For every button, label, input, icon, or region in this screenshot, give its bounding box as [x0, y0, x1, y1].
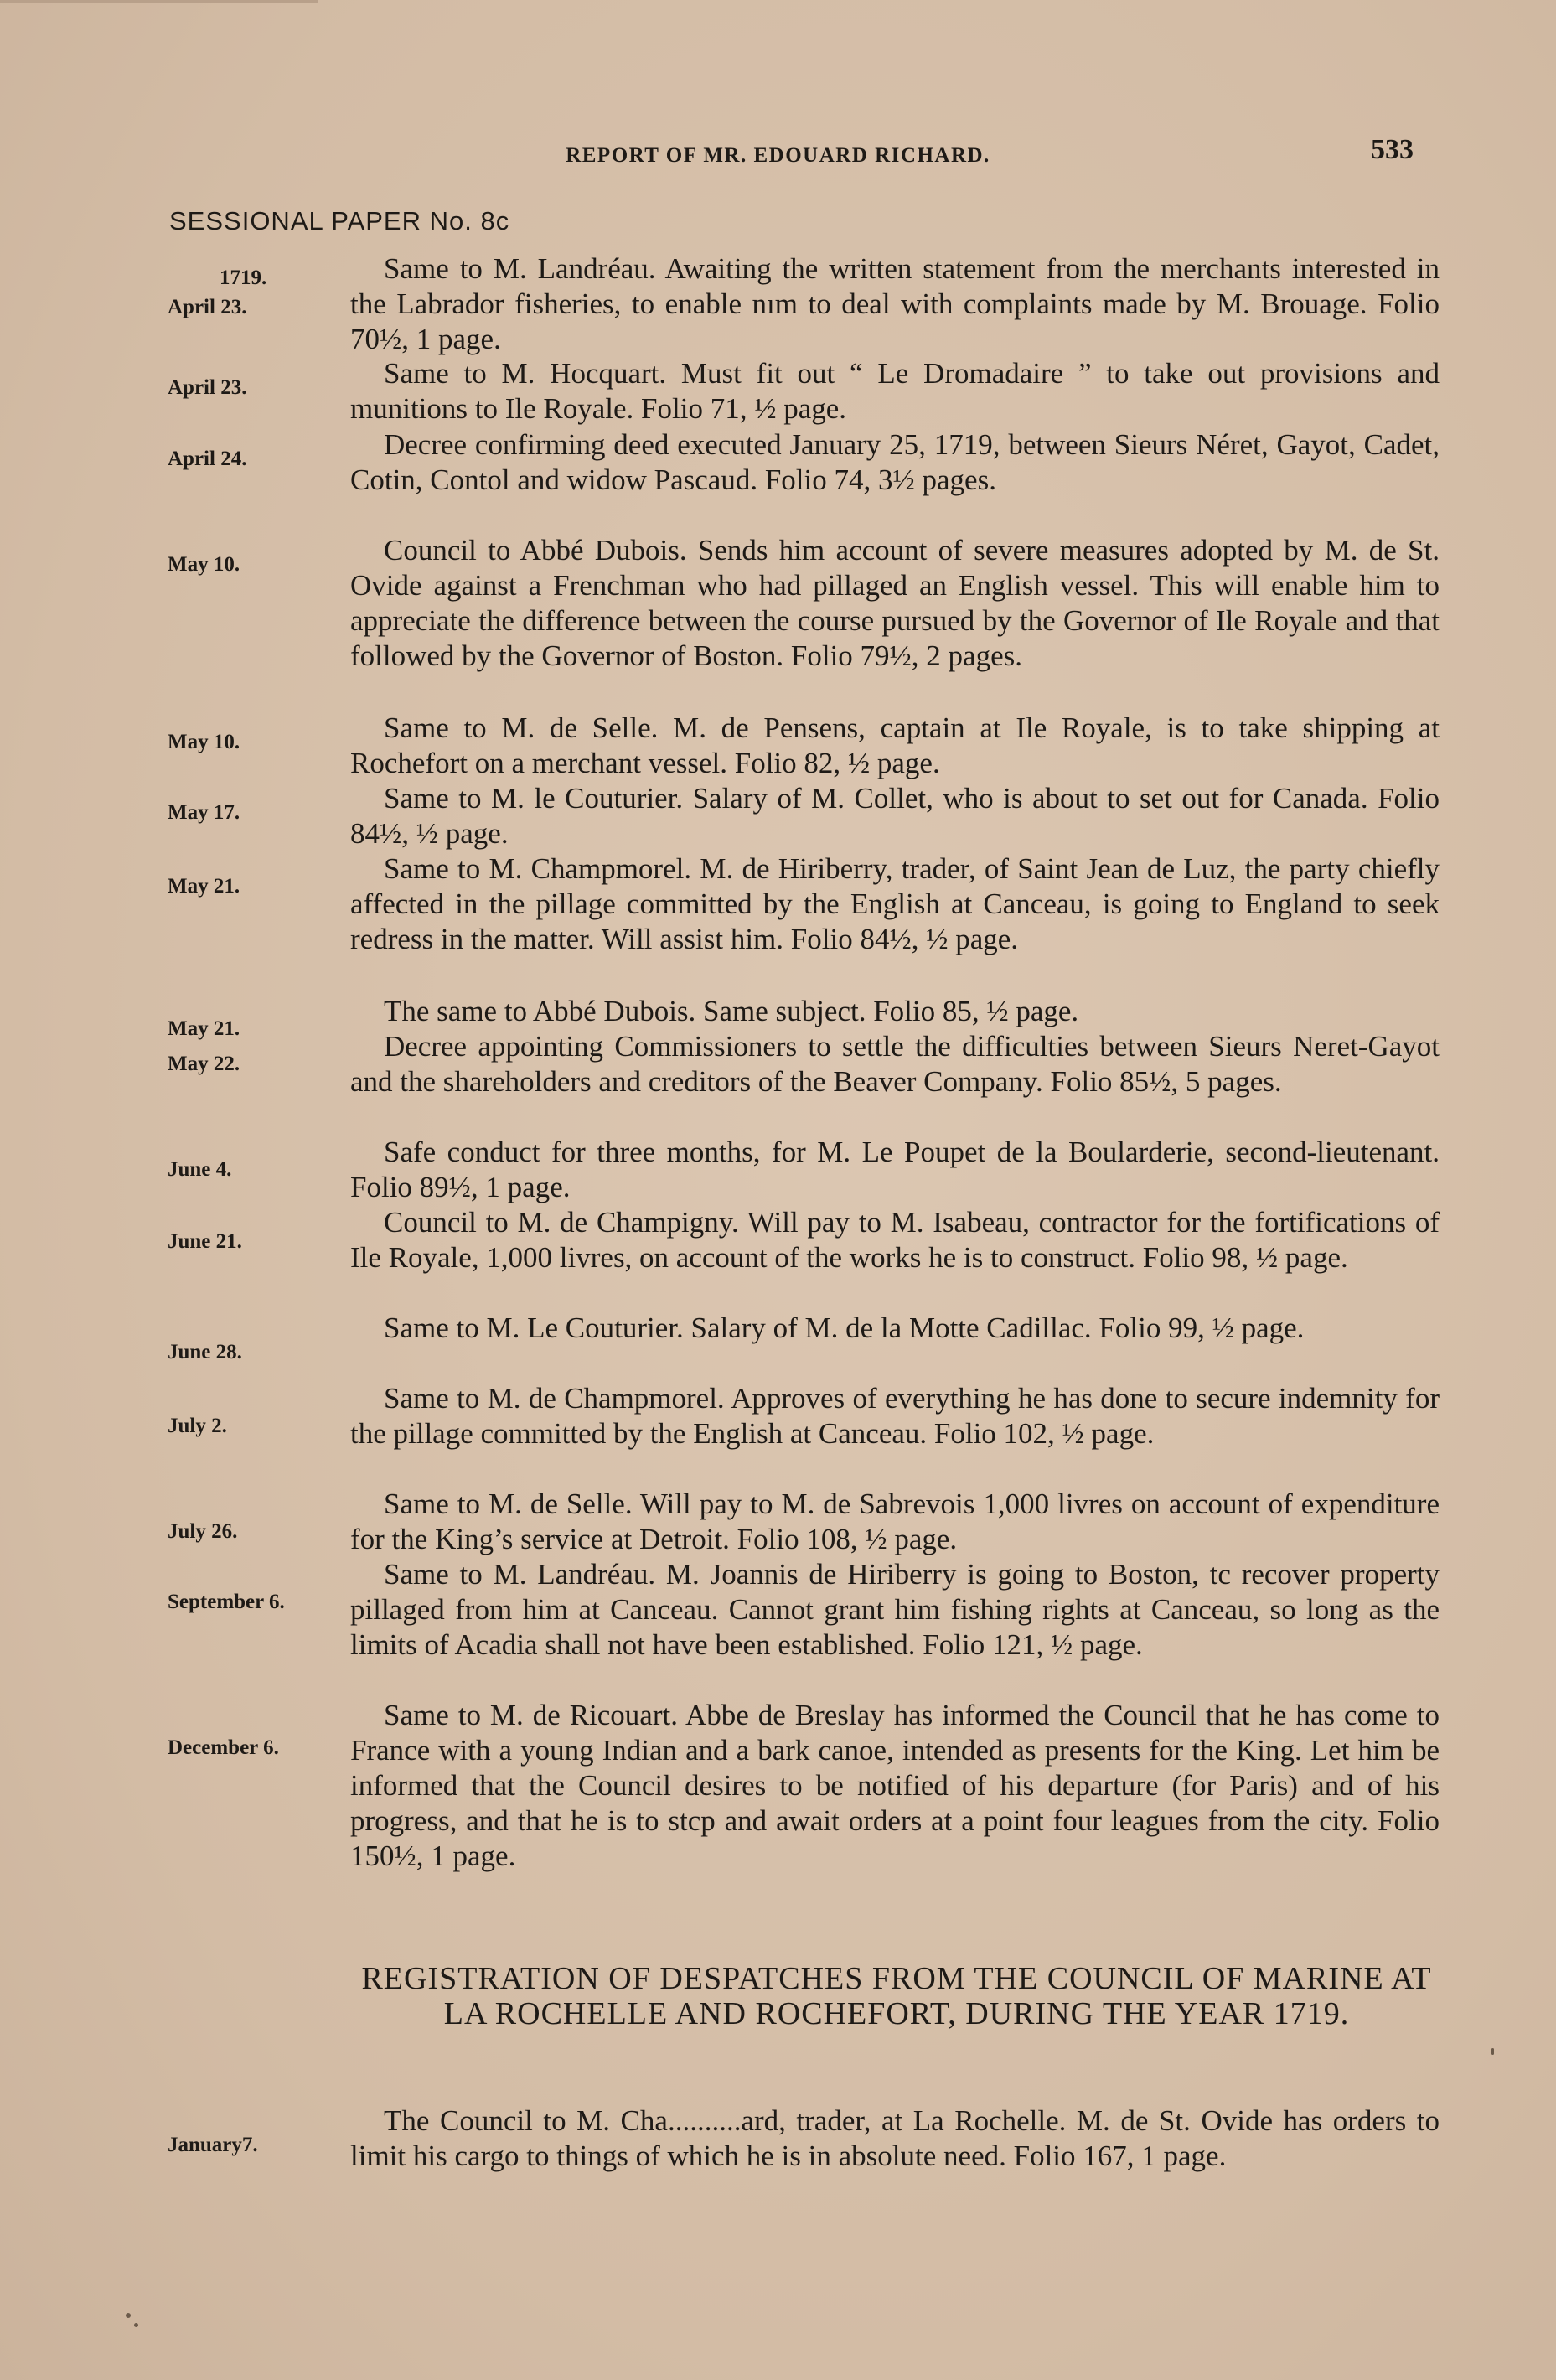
entry-date: May 21. [168, 1017, 240, 1040]
entry-date: June 4. [168, 1158, 232, 1181]
sessional-paper-label: SESSIONAL PAPER No. 8c [169, 206, 510, 235]
entry-text: The Council to M. Cha..........ard, trader, at La Rochelle. M. de St. Ovide has orders to limit his cargo to things of which he is in absolute need. Folio 167, 1 page. [350, 2104, 1440, 2172]
entry-date-label: April 23. [168, 296, 247, 318]
entry-text: Same to M. de Selle. Will pay to M. de Sabrevois 1,000 livres on account of expenditure for the King’s service at Detroit. Folio 108, ½ page. [350, 1488, 1440, 1555]
entry-text: Same to M. de Ricouart. Abbe de Breslay has informed the Council that he has come to France with a young Indian and a bark canoe, intended as presents for the King. Let him be informed that the Council desires to be notified of his departure (for Paris) and of his progress, and that he is to stcp and await orders at a point four leagues from the city. Folio 150½, 1 page. [350, 1699, 1440, 1872]
entry-year: 1719. [220, 266, 267, 289]
entry-text: Decree confirming deed executed January 25, 1719, between Sieurs Néret, Gayot, Cadet, Cotin, Contol and widow Pascaud. Folio 74, 3½ pages. [350, 428, 1440, 496]
entry-text: Same to M. Champmorel. M. de Hiriberry, trader, of Saint Jean de Luz, the party chiefly affected in the pillage committed by the English at Canceau, is going to England to seek redress in the matter. Will assist him. Folio 84½, ½ page. [350, 852, 1440, 955]
entry-text: Decree appointing Commissioners to settle the difficulties between Sieurs Neret-Gayot and the shareholders and creditors of the Beaver Company. Folio 85½, 5 pages. [350, 1030, 1440, 1098]
entry-date: May 10. [168, 731, 240, 753]
entry-date: July 2. [168, 1415, 227, 1437]
entry-text: Same to M. Landréau. M. Joannis de Hiriberry is going to Boston, tc recover property pillaged from him at Canceau. Cannot grant him fishing rights at Canceau, so long as the limits of Acadia shall not have been established. Folio 121, ½ page. [350, 1558, 1440, 1661]
entry-date: June 28. [168, 1341, 242, 1363]
entry-text: Safe conduct for three months, for M. Le Poupet de la Boularderie, second-lieutenant. Folio 89½, 1 page. [350, 1136, 1440, 1203]
entry-date: May 17. [168, 801, 240, 824]
entry-text: Same to M. de Champmorel. Approves of everything he has done to secure indemnity for the pillage committed by the English at Canceau. Folio 102, ½ page. [350, 1382, 1440, 1450]
entry-text: Council to M. de Champigny. Will pay to M. Isabeau, contractor for the fortifications of Ile Royale, 1,000 livres, on account of the works he is to construct. Folio 98, ½ page. [350, 1206, 1440, 1274]
entry-text: The same to Abbé Dubois. Same subject. Folio 85, ½ page. [384, 995, 1079, 1027]
entry-date: April 24. [168, 448, 247, 470]
entry-date: June 21. [168, 1230, 242, 1253]
entry-date: September 6. [168, 1591, 285, 1613]
paper-speck [134, 2323, 138, 2327]
entry-date: May 21. [168, 875, 240, 898]
entry-date: December 6. [168, 1736, 279, 1759]
entry-date: April 23. [168, 376, 247, 399]
entry-text: Same to M. Landréau. Awaiting the written statement from the merchants interested in the Labrador fisheries, to enable nım to deal with complaints made by M. Brouage. Folio 70½, 1 page. [350, 252, 1440, 355]
entry-date: January7. [168, 2134, 258, 2156]
entry-text: Same to M. Hocquart. Must fit out “ Le Dromadaire ” to take out provisions and munitions to Ile Royale. Folio 71, ½ page. [350, 357, 1440, 425]
entry-date: May 22. [168, 1053, 240, 1075]
entry-date: July 26. [168, 1520, 238, 1543]
section-heading: REGISTRATION OF DESPATCHES FROM THE COUNCIL OF MARINE AT LA ROCHELLE AND ROCHEFORT, DURING THE YEAR 1719. [361, 1961, 1432, 2031]
paper-speck [126, 2313, 131, 2318]
entry-text: Council to Abbé Dubois. Sends him account of severe measures adopted by M. de St. Ovide against a Frenchman who had pillaged an English vessel. This will enable him to appreciate the difference between the course pursued by the Governor of Ile Royale and that followed by the Governor of Boston. Folio 79½, 2 pages. [350, 534, 1440, 672]
entry-text: Same to M. le Couturier. Salary of M. Collet, who is about to set out for Canada. Folio 84½, ½ page. [350, 782, 1440, 850]
entry-date [168, 263, 344, 322]
top-edge-rule [0, 0, 318, 3]
entry-date: May 10. [168, 553, 240, 576]
entry-text: Same to M. Le Couturier. Salary of M. de la Motte Cadillac. Folio 99, ½ page. [384, 1312, 1305, 1344]
paper-speck [1491, 2048, 1494, 2055]
running-head: REPORT OF MR. EDOUARD RICHARD. [566, 144, 990, 167]
entry-text: Same to M. de Selle. M. de Pensens, captain at Ile Royale, is to take shipping at Rochefort on a merchant vessel. Folio 82, ½ page. [350, 711, 1440, 779]
page-number: 533 [1371, 134, 1414, 165]
